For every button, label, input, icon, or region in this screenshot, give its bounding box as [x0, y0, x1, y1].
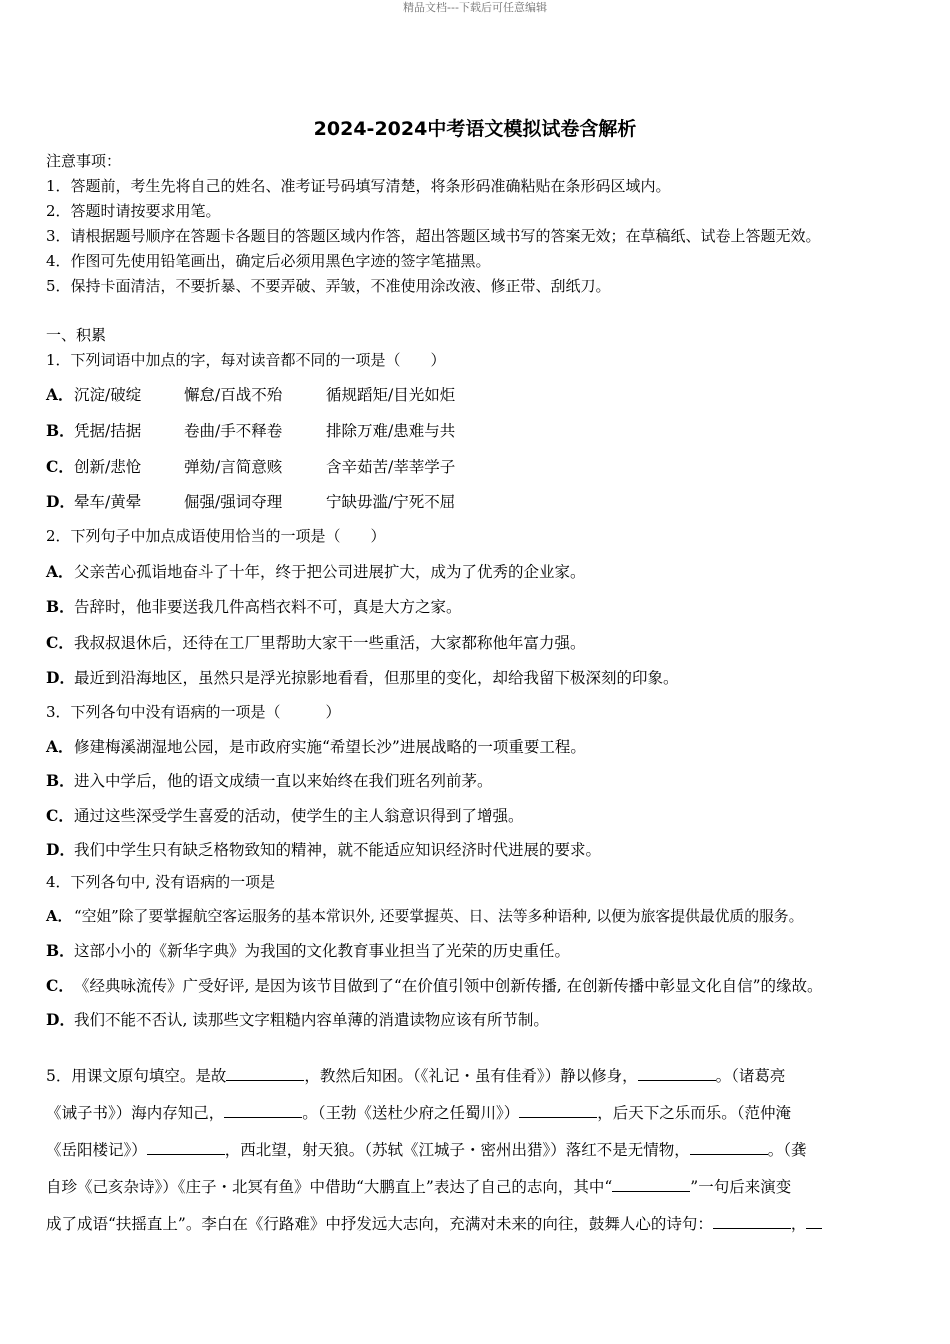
q5-text: 。（诸葛亮 [715, 1067, 786, 1085]
q5-line [46, 1206, 904, 1243]
q1-option-d-word2: 倔强/强词夺理 [184, 493, 283, 511]
option-label: A． [46, 562, 74, 581]
option-label: A． [46, 908, 73, 925]
option-text: 《经典咏流传》广受好评, 是因为该节目做到了“在价值引领中创新传播, 在创新传播中彰显文化自信”的缘故。 [74, 977, 823, 995]
option-label: D． [46, 840, 75, 859]
notice-item: 3．请根据题号顺序在答题卡各题目的答题区域内作答，超出答题区域书写的答案无效；在草稿纸、试卷上答题无效。 [46, 227, 821, 245]
option-label: C． [46, 976, 74, 995]
fill-blank[interactable] [690, 1140, 768, 1155]
fill-blank[interactable] [612, 1177, 690, 1192]
option-label: B． [46, 421, 75, 440]
option-text: 通过这些深受学生喜爱的活动，使学生的主人翁意识得到了增强。 [74, 807, 524, 825]
notice-heading: 注意事项： [46, 152, 122, 170]
q1-option-a-word2: 懈怠/百战不殆 [184, 386, 283, 404]
fill-blank[interactable] [519, 1103, 597, 1118]
q3-option-a [46, 735, 586, 757]
fill-blank[interactable] [224, 1103, 302, 1118]
q3-option-b [46, 769, 493, 791]
q1-option-c [46, 455, 141, 477]
q5-text: 。（王勃《送杜少府之任蜀川》） [302, 1104, 520, 1122]
notice-item: 2．答题时请按要求用笔。 [46, 202, 221, 220]
option-label: C． [46, 633, 74, 652]
q3-option-c [46, 804, 524, 826]
section-heading: 一、积累 [46, 326, 107, 344]
notice-item: 4．作图可先使用铅笔画出，确定后必须用黑色字迹的签字笔描黑。 [46, 252, 491, 270]
q5-text: ，教然后知困。（《礼记・虽有佳肴》）静以修身， [304, 1067, 638, 1085]
q4-option-d [46, 1008, 549, 1030]
q5-line [46, 1095, 904, 1132]
fill-blank[interactable] [713, 1214, 791, 1229]
fill-blank[interactable] [226, 1066, 304, 1081]
option-label: D． [46, 492, 75, 511]
option-label: D． [46, 1010, 75, 1029]
option-text: 我们不能不否认, 读那些文字粗糙内容单薄的消遣读物应该有所节制。 [74, 1011, 549, 1029]
q5-text: ，后天下之乐而乐。（范仲淹 [597, 1104, 792, 1122]
q1-option-a [46, 383, 141, 405]
option-label: A． [46, 737, 74, 756]
q4-option-b [46, 939, 570, 961]
option-label: B． [46, 941, 75, 960]
question-1-stem: 1．下列词语中加点的字，每对读音都不同的一项是（ ） [46, 351, 446, 369]
option-text: 修建梅溪湖湿地公园，是市政府实施“希望长沙”进展战略的一项重要工程。 [74, 738, 586, 756]
q1-option-d [46, 490, 141, 512]
q3-option-d [46, 838, 601, 860]
question-3-stem: 3．下列各句中没有语病的一项是（ ） [46, 703, 341, 721]
q2-option-d [46, 666, 679, 688]
option-label: D． [46, 668, 75, 687]
notice-item: 1．答题前，考生先将自己的姓名、准考证号码填写清楚，将条形码准确粘贴在条形码区域内。 [46, 177, 671, 195]
option-text: 父亲苦心孤诣地奋斗了十年，终于把公司进展扩大，成为了优秀的企业家。 [74, 563, 586, 581]
q5-text: 《诫子书》）海内存知己， [46, 1104, 225, 1122]
option-word: 晕车/黄晕 [74, 493, 142, 511]
option-label: A． [46, 385, 74, 404]
option-text: 进入中学后，他的语文成绩一直以来始终在我们班名列前茅。 [74, 772, 493, 790]
option-text: 最近到沿海地区，虽然只是浮光掠影地看看，但那里的变化，却给我留下极深刻的印象。 [74, 669, 679, 687]
q5-text: ，西北望，射天狼。（苏轼《江城子・密州出猎》）落红不是无情物， [224, 1141, 690, 1159]
q1-option-b-word3: 排除万难/患难与共 [326, 422, 456, 440]
q5-line [46, 1058, 904, 1095]
q4-option-c [46, 974, 823, 996]
q1-option-a-word3: 循规蹈矩/目光如炬 [326, 386, 456, 404]
question-2-stem: 2．下列句子中加点成语使用恰当的一项是（ ） [46, 527, 386, 545]
option-label: C． [46, 457, 74, 476]
q1-option-c-word3: 含辛茹苦/莘莘学子 [326, 458, 456, 476]
q5-text: 成了成语“扶摇直上”。李白在《行路难》中抒发远大志向，充满对未来的向往，鼓舞人心的诗句： [46, 1215, 713, 1233]
q2-option-a [46, 560, 586, 582]
option-word: 沉淀/破绽 [74, 386, 142, 404]
fill-blank[interactable] [638, 1066, 716, 1081]
question-5 [46, 1058, 904, 1243]
q2-option-c [46, 631, 586, 653]
q1-option-d-word3: 宁缺毋滥/宁死不屈 [326, 493, 456, 511]
option-text: 我叔叔退休后，还待在工厂里帮助大家干一些重活，大家都称他年富力强。 [74, 634, 586, 652]
q5-line [46, 1169, 904, 1206]
q1-option-b-word2: 卷曲/手不释卷 [184, 422, 283, 440]
q1-option-c-word2: 弹劾/言简意赅 [184, 458, 283, 476]
option-text: 这部小小的《新华字典》为我国的文化教育事业担当了光荣的历史重任。 [74, 942, 571, 960]
option-label: B． [46, 597, 75, 616]
q5-text: 。（龚 [767, 1141, 807, 1159]
fill-blank[interactable] [147, 1140, 225, 1155]
notice-item: 5．保持卡面清洁，不要折暴、不要弄破、弄皱，不准使用涂改液、修正带、刮纸刀。 [46, 277, 611, 295]
q5-text: 自珍《己亥杂诗》）《庄子・北冥有鱼》中借助“大鹏直上”表达了自己的志向，其中“ [46, 1178, 613, 1196]
q2-option-b [46, 595, 462, 617]
q1-option-b [46, 419, 141, 441]
page-title: 2024-2024中考语文模拟试卷含解析 [313, 118, 637, 140]
q5-line [46, 1132, 904, 1169]
q5-text: 5．用课文原句填空。是故 [46, 1067, 227, 1085]
q5-text: ”一句后来演变 [690, 1178, 792, 1196]
option-word: 创新/悲怆 [74, 458, 142, 476]
q4-option-a [46, 905, 803, 926]
watermark: 精品文档---下载后可任意编辑 [403, 1, 547, 14]
option-text: “空姐”除了要掌握航空客运服务的基本常识外, 还要掌握英、日、法等多种语种, 以便为旅客提供最优质的服务。 [74, 908, 804, 925]
q5-text: 《岳阳楼记》） [46, 1141, 147, 1159]
q5-text: ， [790, 1215, 807, 1233]
question-4-stem: 4．下列各句中, 没有语病的一项是 [46, 873, 276, 891]
option-text: 告辞时，他非要送我几件高档衣料不可，真是大方之家。 [74, 598, 462, 616]
fill-blank[interactable] [806, 1214, 822, 1229]
option-text: 我们中学生只有缺乏格物致知的精神，就不能适应知识经济时代进展的要求。 [74, 841, 602, 859]
option-label: B． [46, 771, 75, 790]
option-word: 凭据/拮据 [74, 422, 142, 440]
option-label: C． [46, 806, 74, 825]
